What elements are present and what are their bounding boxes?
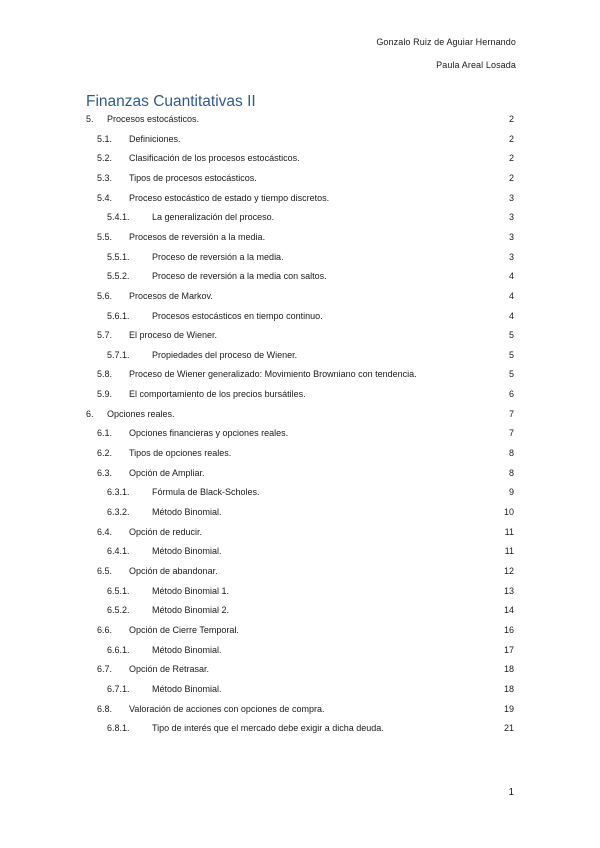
toc-entry-page: 10 <box>503 507 514 517</box>
toc-entry-label: Procesos estocásticos. <box>107 114 200 124</box>
toc-entry-page: 2 <box>508 172 514 183</box>
toc-entry-number: 5.5.1. <box>107 251 130 262</box>
toc-entry-number: 6.1. <box>97 428 113 439</box>
toc-entry-label: Método Binomial. <box>152 546 222 557</box>
toc-entry[interactable] <box>0 643 600 657</box>
toc-entry-label: Método Binomial. <box>152 644 222 655</box>
toc-entry-number: 6.5.2. <box>107 605 130 616</box>
toc-entry-number: 5.6.1. <box>107 310 130 321</box>
toc-entry-number: 5.6. <box>97 290 113 301</box>
toc-entry-number: 5.7. <box>97 330 113 341</box>
toc-entry-page: 4 <box>508 310 514 321</box>
toc-entry-label: Método Binomial 2. <box>152 605 230 616</box>
toc-entry-label: Tipos de procesos estocásticos. <box>129 172 257 183</box>
toc-entry-page: 5 <box>508 330 514 341</box>
toc-entry[interactable] <box>0 289 600 303</box>
toc-entry-number: 6.2. <box>97 448 113 459</box>
toc-entry[interactable] <box>0 603 600 617</box>
toc-entry[interactable] <box>0 348 600 362</box>
toc-entry-number: 5.3. <box>97 172 113 183</box>
toc-entry-page: 6 <box>508 389 514 400</box>
toc-entry-label: Proceso de reversión a la media con saltos. <box>152 271 327 282</box>
toc-entry-page: 4 <box>508 271 514 282</box>
toc-entry[interactable] <box>0 230 600 244</box>
toc-entry-label: La generalización del proceso. <box>152 212 275 223</box>
toc-entry-label: Opción de Retrasar. <box>129 664 210 675</box>
toc-entry[interactable] <box>0 702 600 716</box>
toc-entry-label: Opción de Cierre Temporal. <box>129 624 239 635</box>
toc-entry-page: 5 <box>508 349 514 360</box>
toc-entry[interactable] <box>0 721 600 735</box>
toc-entry-number: 5.8. <box>97 369 113 380</box>
toc-entry[interactable] <box>0 446 600 460</box>
toc-entry[interactable] <box>0 525 600 539</box>
header-author-1: Gonzalo Ruiz de Aguiar Hernando <box>376 37 516 47</box>
toc-entry-label: Opción de abandonar. <box>129 565 218 576</box>
toc-entry-label: Método Binomial. <box>152 683 222 694</box>
toc-entry[interactable] <box>0 682 600 696</box>
toc-entry-page: 3 <box>508 212 514 223</box>
toc-entry-page: 2 <box>508 114 514 124</box>
toc-entry[interactable] <box>0 387 600 401</box>
toc-entry-number: 5.2. <box>97 153 113 164</box>
toc-entry[interactable] <box>0 407 600 421</box>
toc-entry-label: Opciones reales. <box>107 408 175 419</box>
toc-entry-page: 8 <box>508 467 514 478</box>
toc-entry-number: 6. <box>86 408 94 419</box>
toc-entry-label: Clasificación de los procesos estocásticos. <box>129 153 300 164</box>
toc-entry-label: Método Binomial 1. <box>152 585 230 596</box>
toc-entry-page: 12 <box>503 565 514 576</box>
toc-entry-label: Propiedades del proceso de Wiener. <box>152 349 298 360</box>
toc-entry-label: Procesos estocásticos en tiempo continuo. <box>152 310 323 321</box>
toc-entry-number: 6.8. <box>97 703 113 714</box>
toc-entry-label: Procesos de Markov. <box>129 290 213 301</box>
toc-entry[interactable] <box>0 623 600 637</box>
toc-entry[interactable] <box>0 132 600 146</box>
toc-entry-number: 6.6.1. <box>107 644 130 655</box>
toc-entry-number: 6.4. <box>97 526 113 537</box>
toc-entry[interactable] <box>0 662 600 676</box>
toc-entry-page: 21 <box>503 723 514 734</box>
page-number: 1 <box>508 787 514 798</box>
toc-entry-label: Tipos de opciones reales. <box>129 448 232 459</box>
toc-entry-number: 6.5. <box>97 565 113 576</box>
toc-entry-label: Proceso de reversión a la media. <box>152 251 284 262</box>
toc-entry-page: 19 <box>503 703 514 714</box>
toc-entry-label: Opciones financieras y opciones reales. <box>129 428 289 439</box>
toc-entry[interactable] <box>0 250 600 264</box>
toc-entry-number: 5. <box>86 114 94 124</box>
toc-entry-number: 6.7. <box>97 664 113 675</box>
toc-entry-number: 5.5.2. <box>107 271 130 282</box>
toc-entry-number: 5.5. <box>97 231 113 242</box>
toc-entry-page: 4 <box>508 290 514 301</box>
toc-entry-page: 9 <box>508 487 514 498</box>
toc-entry[interactable] <box>0 328 600 342</box>
toc-entry-label: Proceso de Wiener generalizado: Movimiento Browniano con tendencia. <box>129 369 417 380</box>
toc-entry[interactable] <box>0 426 600 440</box>
toc-entry[interactable] <box>0 309 600 323</box>
toc-entry-page: 7 <box>508 428 514 439</box>
toc-entry[interactable] <box>0 584 600 598</box>
toc-entry-page: 2 <box>508 133 514 144</box>
toc-entry[interactable] <box>0 151 600 165</box>
toc-entry-number: 6.3.2. <box>107 507 130 517</box>
toc-entry-number: 6.3. <box>97 467 113 478</box>
toc-entry-number: 5.9. <box>97 389 113 400</box>
document-title: Finanzas Cuantitativas II <box>86 93 256 110</box>
toc-entry[interactable] <box>0 210 600 224</box>
toc-entry-number: 5.7.1. <box>107 349 130 360</box>
toc-entry[interactable] <box>0 544 600 558</box>
toc-entry-page: 3 <box>508 251 514 262</box>
toc-entry-label: Opción de reducir. <box>129 526 203 537</box>
toc-entry[interactable] <box>0 505 600 519</box>
toc-entry-number: 5.1. <box>97 133 113 144</box>
toc-entry[interactable] <box>0 269 600 283</box>
toc-entry[interactable] <box>0 466 600 480</box>
toc-entry-label: Método Binomial. <box>152 507 222 517</box>
toc-entry-page: 7 <box>508 408 514 419</box>
toc-entry-page: 3 <box>508 231 514 242</box>
toc-entry-label: Proceso estocástico de estado y tiempo discretos. <box>129 192 330 203</box>
toc-entry-page: 17 <box>503 644 514 655</box>
toc-entry-number: 6.3.1. <box>107 487 130 498</box>
toc-entry-page: 18 <box>503 683 514 694</box>
toc-entry-page: 11 <box>504 526 514 537</box>
toc-entry-label: Opción de Ampliar. <box>129 467 205 478</box>
toc-entry-label: El comportamiento de los precios bursátiles. <box>129 389 306 400</box>
toc-entry[interactable] <box>0 564 600 578</box>
toc-entry-number: 5.4.1. <box>107 212 130 223</box>
toc-entry[interactable] <box>0 191 600 205</box>
toc-entry-number: 5.4. <box>97 192 113 203</box>
toc-entry-number: 6.5.1. <box>107 585 130 596</box>
toc-entry-label: Valoración de acciones con opciones de compra. <box>129 703 325 714</box>
toc-entry-number: 6.8.1. <box>107 723 130 734</box>
toc-entry-page: 5 <box>508 369 514 380</box>
toc-entry-label: Procesos de reversión a la media. <box>129 231 266 242</box>
toc-entry[interactable] <box>0 485 600 499</box>
toc-entry-page: 16 <box>503 624 514 635</box>
toc-entry-page: 18 <box>503 664 514 675</box>
toc-entry-page: 14 <box>503 605 514 616</box>
toc-entry-number: 6.7.1. <box>107 683 130 694</box>
header-author-2: Paula Areal Losada <box>436 60 516 70</box>
toc-entry-page: 2 <box>508 153 514 164</box>
toc-entry[interactable] <box>0 112 600 126</box>
toc-entry-page: 3 <box>508 192 514 203</box>
toc-entry-page: 11 <box>504 546 514 557</box>
toc-entry[interactable] <box>0 367 600 381</box>
toc-entry-page: 13 <box>503 585 514 596</box>
toc-entry-number: 6.6. <box>97 624 113 635</box>
toc-entry-label: Fórmula de Black-Scholes. <box>152 487 260 498</box>
toc-entry-label: Definiciones. <box>129 133 181 144</box>
toc-entry-page: 8 <box>508 448 514 459</box>
toc-entry-label: Tipo de interés que el mercado debe exigir a dicha deuda. <box>152 723 384 734</box>
toc-entry-label: El proceso de Wiener. <box>129 330 218 341</box>
toc-entry[interactable] <box>0 171 600 185</box>
toc-entry-number: 6.4.1. <box>107 546 130 557</box>
